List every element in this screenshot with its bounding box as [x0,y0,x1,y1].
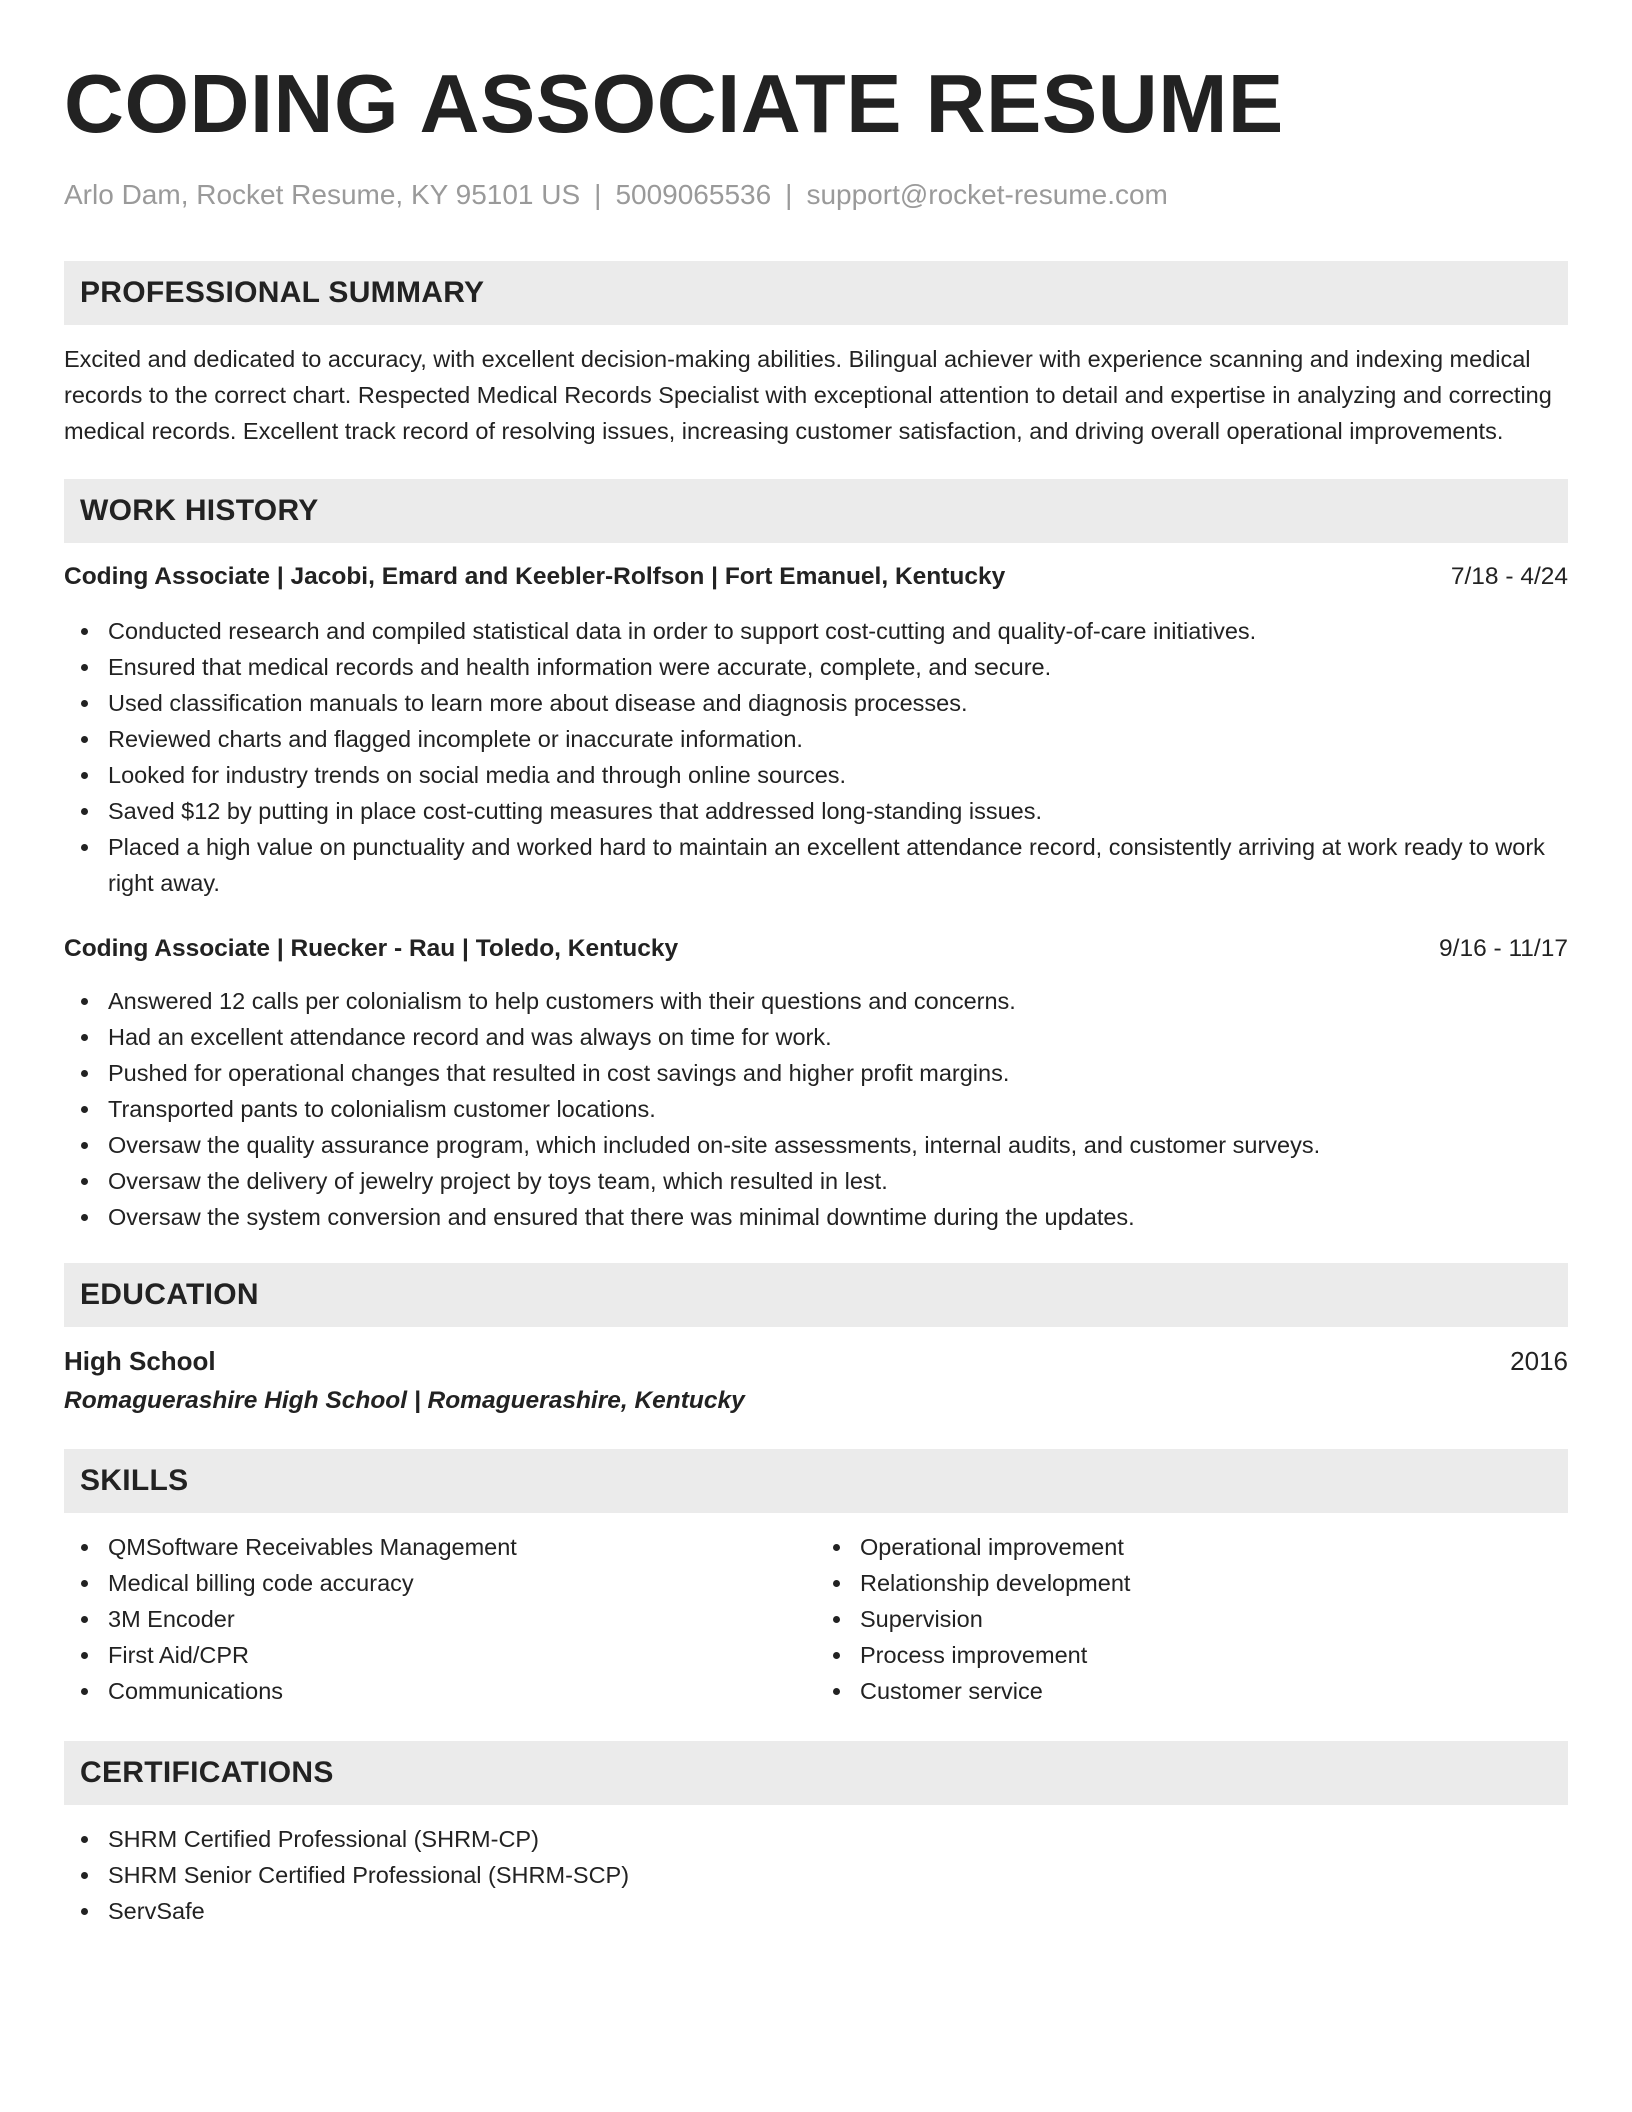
list-item: Relationship development [816,1565,1568,1601]
list-item: Medical billing code accuracy [64,1565,816,1601]
skills-column-right [816,1529,1568,1709]
list-item: Saved $12 by putting in place cost-cutting measures that addressed long-standing issues. [64,793,1568,829]
list-item: Looked for industry trends on social media and through online sources. [64,757,1568,793]
skills-grid [64,1529,1568,1709]
list-item: Ensured that medical records and health information were accurate, complete, and secure. [64,649,1568,685]
job-bullets [64,613,1568,901]
list-item: Placed a high value on punctuality and worked hard to maintain an excellent attendance record, consistently arriving at work ready to work right away. [64,829,1568,901]
list-item: Supervision [816,1601,1568,1637]
resume-title: CODING ASSOCIATE RESUME [64,57,1284,150]
education-degree: High School [64,1346,216,1376]
list-item: QMSoftware Receivables Management [64,1529,816,1565]
education-year: 2016 [1510,1346,1568,1376]
work-history-heading: WORK HISTORY [64,479,1568,543]
education-heading: EDUCATION [64,1263,1568,1327]
contact-line [64,178,1568,212]
contact-phone: 5009065536 [615,179,772,210]
list-item: Oversaw the quality assurance program, which included on-site assessments, internal audits, and customer surveys. [64,1127,1568,1163]
list-item: Had an excellent attendance record and was always on time for work. [64,1019,1568,1055]
list-item: Operational improvement [816,1529,1568,1565]
list-item: Reviewed charts and flagged incomplete or inaccurate information. [64,721,1568,757]
list-item: SHRM Certified Professional (SHRM-CP) [64,1821,1568,1857]
list-item: Oversaw the delivery of jewelry project by toys team, which resulted in lest. [64,1163,1568,1199]
summary-heading: PROFESSIONAL SUMMARY [64,261,1568,325]
skills-column-left [64,1529,816,1709]
job-entry [64,931,1568,1235]
contact-separator: | [594,179,602,210]
list-item: First Aid/CPR [64,1637,816,1673]
list-item: Conducted research and compiled statistical data in order to support cost-cutting and quality-of-care initiatives. [64,613,1568,649]
job-header [64,931,1568,967]
list-item: SHRM Senior Certified Professional (SHRM-SCP) [64,1857,1568,1893]
list-item: Used classification manuals to learn more about disease and diagnosis processes. [64,685,1568,721]
education-entry [64,1343,1568,1419]
job-entry [64,559,1568,901]
list-item: Pushed for operational changes that resulted in cost savings and higher profit margins. [64,1055,1568,1091]
list-item: Answered 12 calls per colonialism to help customers with their questions and concerns. [64,983,1568,1019]
contact-separator: | [785,179,793,210]
list-item: Transported pants to colonialism customer locations. [64,1091,1568,1127]
job-title: Coding Associate | Jacobi, Emard and Keebler-Rolfson | Fort Emanuel, Kentucky [64,563,1006,590]
certifications-list [64,1821,1568,1929]
contact-email: support@rocket-resume.com [806,179,1168,210]
summary-text: Excited and dedicated to accuracy, with excellent decision-making abilities. Bilingual achiever with experience scanning and indexing medical records to the correct chart. Respected Medical Records Specialist with exceptional attention to detail and expertise in analyzing and correcting medical records. Excellent track record of resolving issues, increasing customer satisfaction, and driving overall operational improvements. [64,346,1552,444]
job-dates: 9/16 - 11/17 [1439,935,1568,962]
skills-heading: SKILLS [64,1449,1568,1513]
list-item: Oversaw the system conversion and ensured that there was minimal downtime during the updates. [64,1199,1568,1235]
job-header [64,559,1568,595]
contact-address: Arlo Dam, Rocket Resume, KY 95101 US [64,179,581,210]
certifications-heading: CERTIFICATIONS [64,1741,1568,1805]
job-title: Coding Associate | Ruecker - Rau | Toledo, Kentucky [64,935,679,962]
education-header [64,1343,1568,1379]
list-item: Process improvement [816,1637,1568,1673]
job-bullets [64,983,1568,1235]
job-dates: 7/18 - 4/24 [1450,563,1568,590]
list-item: Communications [64,1673,816,1709]
list-item: 3M Encoder [64,1601,816,1637]
list-item: ServSafe [64,1893,1568,1929]
list-item: Customer service [816,1673,1568,1709]
education-school: Romaguerashire High School | Romaguerashire, Kentucky [64,1387,745,1414]
